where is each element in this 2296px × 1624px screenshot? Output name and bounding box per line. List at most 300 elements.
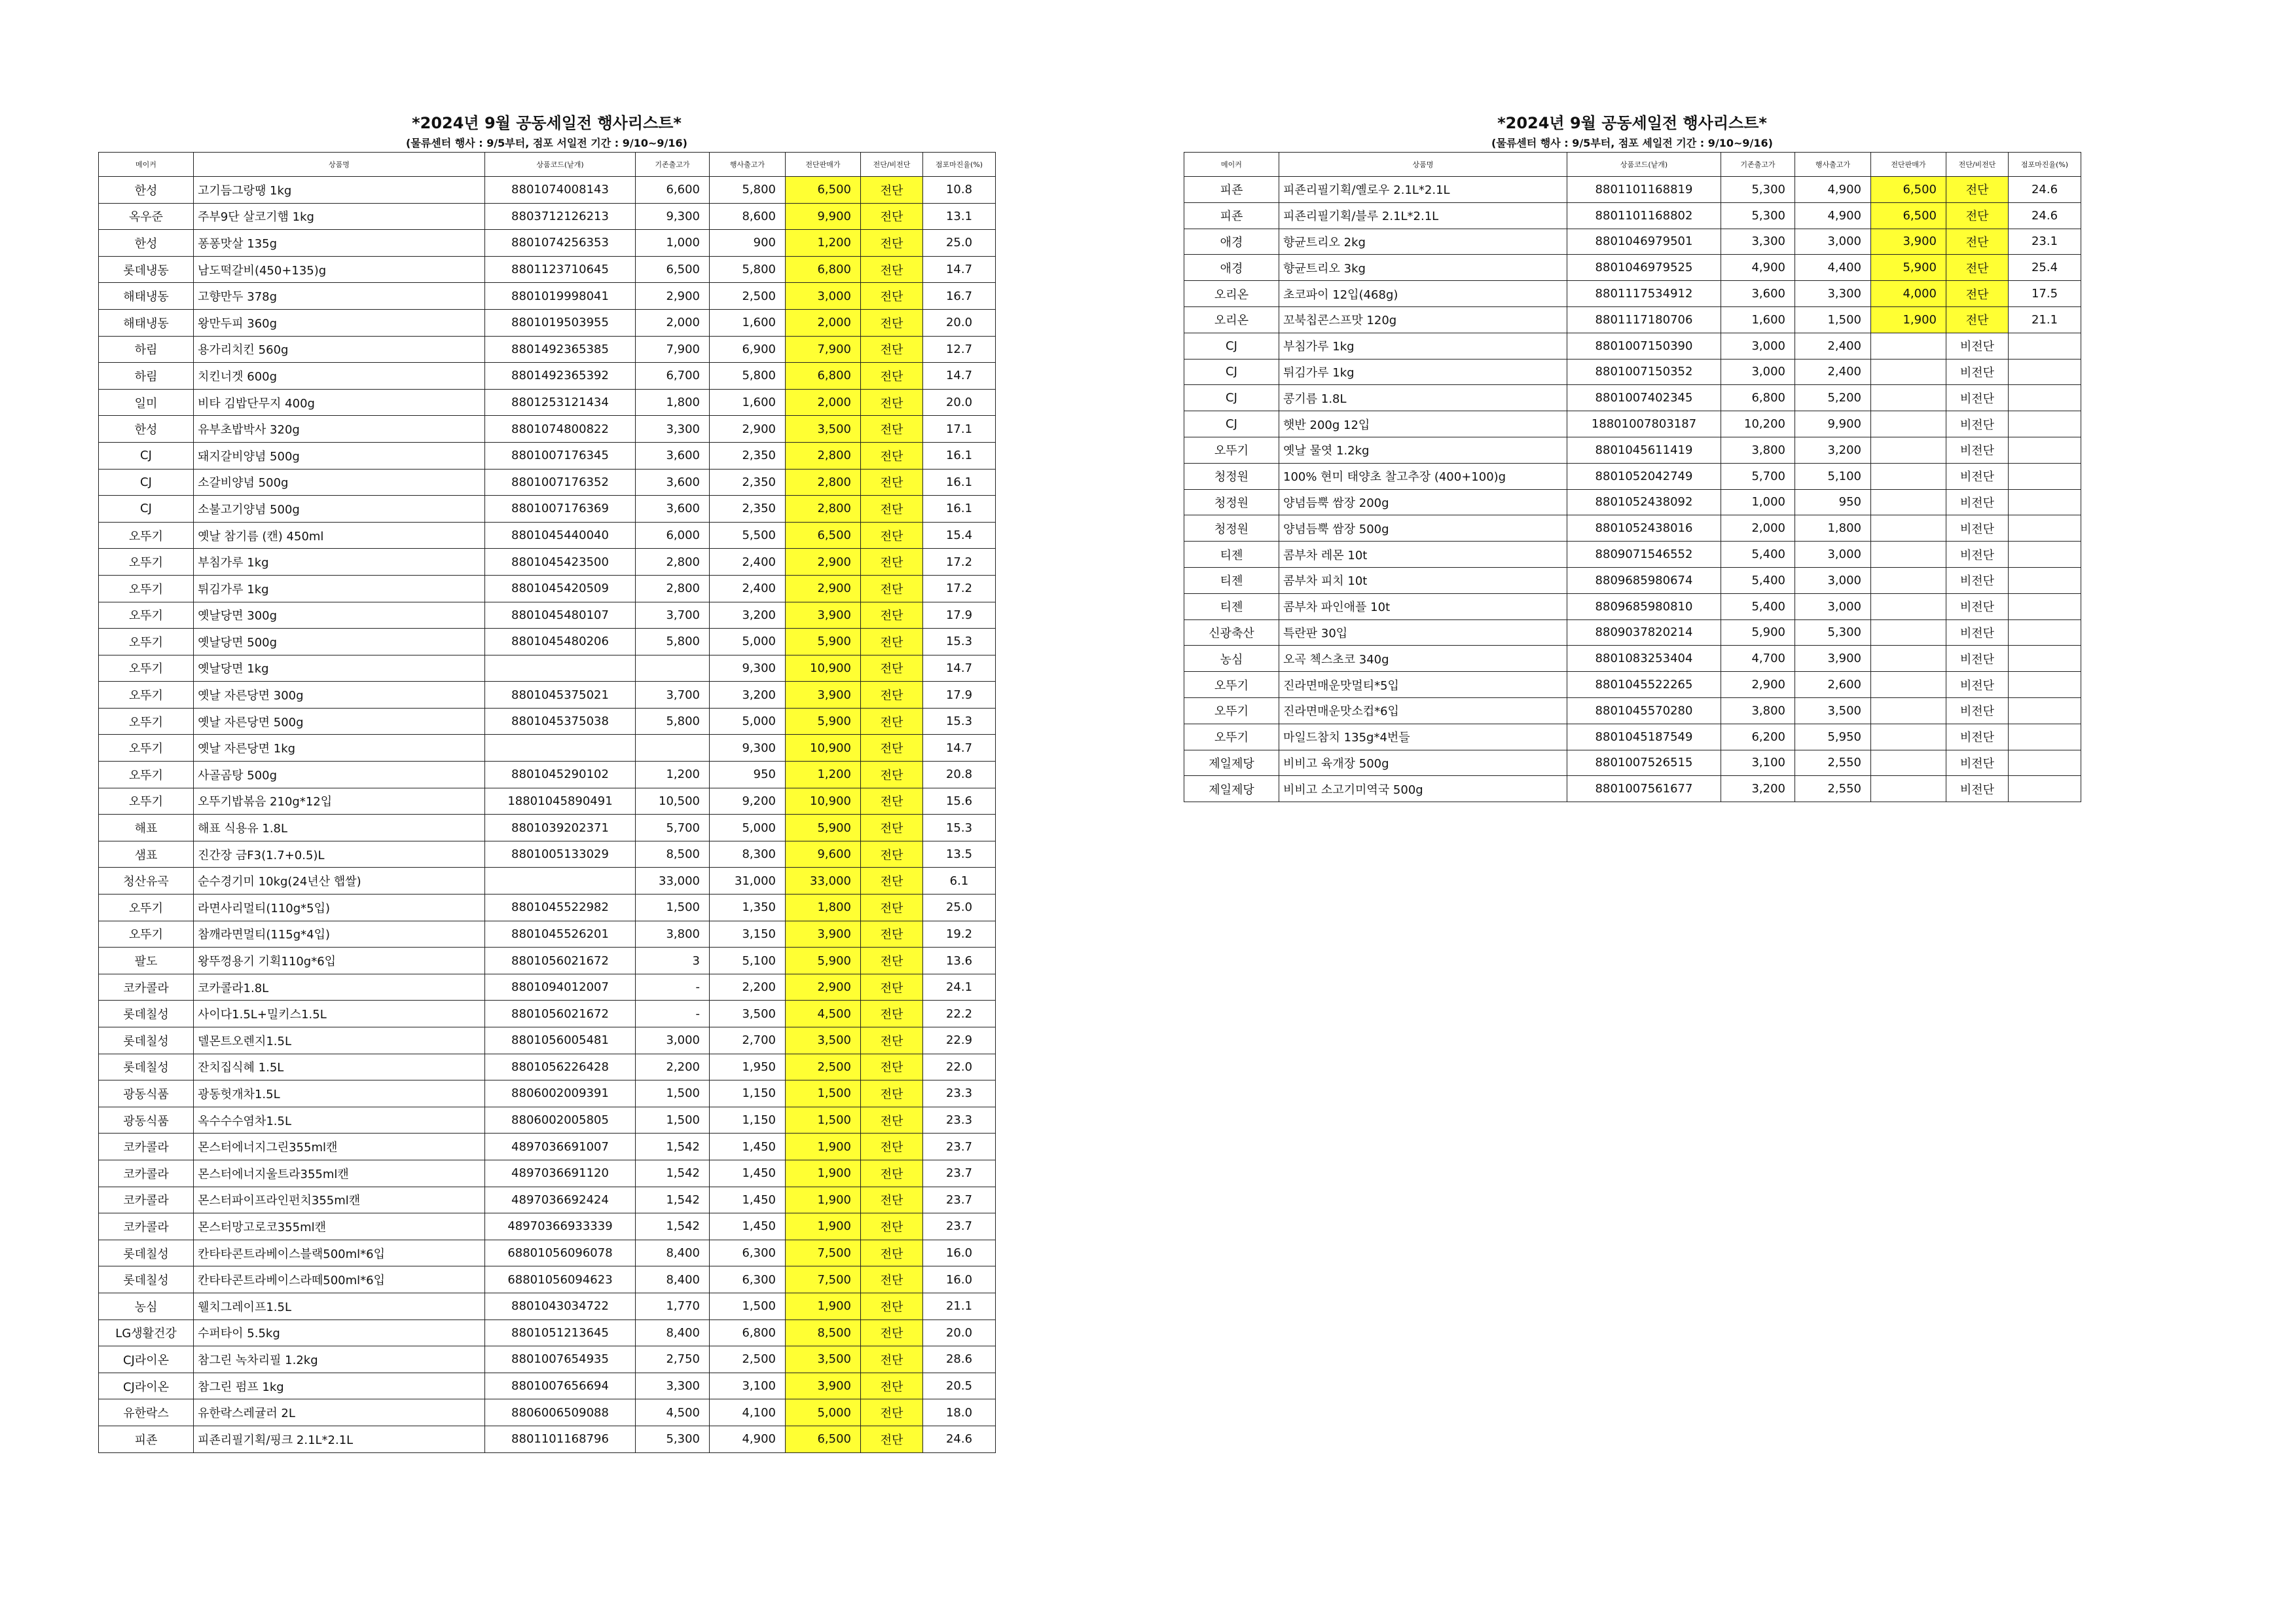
promo-price-cell: 1,500 [710, 1293, 786, 1320]
barcode-cell: 8801253121434 [485, 389, 636, 416]
product-name-cell: 비타 김밥단무지 400g [194, 389, 485, 416]
margin-cell: 14.7 [923, 363, 996, 390]
maker-cell: 청정원 [1184, 463, 1279, 489]
table-row [1184, 411, 2081, 437]
barcode-cell: 8801045375021 [485, 682, 636, 709]
regular-price-cell: 1,542 [636, 1187, 710, 1213]
product-name-cell: 잔치집식혜 1.5L [194, 1054, 485, 1080]
promo-price-cell: 3,150 [710, 921, 786, 948]
barcode-cell: 8801074008143 [485, 177, 636, 204]
barcode-cell: 8801045420509 [485, 575, 636, 602]
promo-price-cell: 5,800 [710, 256, 786, 283]
flyer-type-cell: 전단 [861, 442, 923, 469]
barcode-cell: 8801019503955 [485, 309, 636, 336]
table-row [1184, 281, 2081, 307]
product-name-cell: 마일드참치 135g*4번들 [1279, 724, 1567, 750]
flyer-price-cell [1871, 724, 1946, 750]
promo-price-cell: 4,900 [710, 1426, 786, 1452]
maker-cell: 오리온 [1184, 281, 1279, 307]
column-header: 기존출고가 [636, 153, 710, 177]
promo-price-cell: 5,000 [710, 815, 786, 841]
maker-cell: 피죤 [99, 1426, 194, 1452]
promo-price-cell: 2,550 [1795, 750, 1871, 776]
flyer-type-cell: 전단 [861, 1373, 923, 1399]
regular-price-cell: 3,600 [636, 469, 710, 496]
maker-cell: 오뚜기 [99, 682, 194, 709]
flyer-price-cell: 5,900 [786, 948, 861, 974]
barcode-cell: 8809685980674 [1567, 567, 1721, 593]
flyer-price-cell: 1,500 [786, 1080, 861, 1107]
maker-cell: 하림 [99, 363, 194, 390]
table-row [1184, 542, 2081, 568]
maker-cell: 샘표 [99, 841, 194, 868]
margin-cell: 17.5 [2009, 281, 2081, 307]
maker-cell: 오뚜기 [99, 921, 194, 948]
flyer-price-cell [1871, 463, 1946, 489]
table-row [1184, 385, 2081, 411]
regular-price-cell: 4,900 [1721, 255, 1795, 281]
regular-price-cell: 1,500 [636, 1107, 710, 1134]
flyer-type-cell: 비전단 [1946, 776, 2009, 802]
product-name-cell: 몬스터파이프라인펀치355ml캔 [194, 1187, 485, 1213]
flyer-type-cell: 전단 [861, 1293, 923, 1320]
product-name-cell: 유한락스레귤러 2L [194, 1399, 485, 1426]
flyer-type-cell: 비전단 [1946, 411, 2009, 437]
regular-price-cell: 1,542 [636, 1134, 710, 1160]
flyer-type-cell: 전단 [861, 309, 923, 336]
margin-cell: 10.8 [923, 177, 996, 204]
flyer-type-cell: 전단 [861, 629, 923, 655]
margin-cell: 16.0 [923, 1266, 996, 1293]
flyer-price-cell [1871, 359, 1946, 385]
promo-price-cell: 2,500 [710, 283, 786, 310]
maker-cell: 오뚜기 [99, 788, 194, 815]
barcode-cell: 8809685980810 [1567, 593, 1721, 619]
margin-cell: 22.9 [923, 1027, 996, 1054]
table-row [99, 708, 996, 735]
promo-price-cell: 9,300 [710, 655, 786, 682]
barcode-cell: 4897036691120 [485, 1160, 636, 1187]
flyer-type-cell: 전단 [861, 1426, 923, 1452]
table-row [99, 469, 996, 496]
margin-cell: 14.7 [923, 735, 996, 762]
table-row [99, 203, 996, 230]
margin-cell: 17.9 [923, 602, 996, 629]
flyer-type-cell: 전단 [861, 203, 923, 230]
sheet-title: *2024년 9월 공동세일전 행사리스트* [412, 114, 682, 132]
margin-cell: 24.6 [2009, 177, 2081, 203]
promo-price-cell: 1,450 [710, 1160, 786, 1187]
margin-cell [2009, 619, 2081, 646]
maker-cell: 광동식품 [99, 1080, 194, 1107]
regular-price-cell: 2,750 [636, 1346, 710, 1373]
product-name-cell: 콤부차 파인애플 10t [1279, 593, 1567, 619]
margin-cell: 20.8 [923, 762, 996, 788]
margin-cell: 19.2 [923, 921, 996, 948]
promotion-table [98, 152, 996, 1453]
promotion-table [1184, 152, 2081, 802]
flyer-type-cell: 전단 [861, 1266, 923, 1293]
promo-price-cell: 5,800 [710, 363, 786, 390]
header-row [99, 153, 996, 177]
product-name-cell: 부침가루 1kg [194, 549, 485, 576]
barcode-cell [485, 868, 636, 895]
flyer-price-cell: 7,500 [786, 1266, 861, 1293]
barcode-cell: 8801083253404 [1567, 646, 1721, 672]
flyer-type-cell: 전단 [861, 1001, 923, 1027]
table-row [99, 629, 996, 655]
table-row [1184, 776, 2081, 802]
flyer-type-cell: 전단 [861, 1134, 923, 1160]
margin-cell: 17.9 [923, 682, 996, 709]
maker-cell: 피죤 [1184, 202, 1279, 229]
regular-price-cell: 3,300 [636, 1373, 710, 1399]
left-sheet [98, 111, 995, 1453]
column-header: 행사출고가 [1795, 153, 1871, 177]
maker-cell: 오리온 [1184, 306, 1279, 333]
flyer-price-cell [1871, 411, 1946, 437]
regular-price-cell: 3,600 [636, 442, 710, 469]
barcode-cell: 8801045440040 [485, 522, 636, 549]
table-row [1184, 750, 2081, 776]
product-name-cell: 고기듬그랑땡 1kg [194, 177, 485, 204]
column-header: 점포마진율(%) [2009, 153, 2081, 177]
margin-cell: 23.7 [923, 1213, 996, 1240]
flyer-price-cell: 2,900 [786, 575, 861, 602]
regular-price-cell: 9,300 [636, 203, 710, 230]
barcode-cell: 8801045290102 [485, 762, 636, 788]
flyer-price-cell: 3,900 [786, 682, 861, 709]
barcode-cell: 8801043034722 [485, 1293, 636, 1320]
regular-price-cell: 5,300 [1721, 202, 1795, 229]
flyer-price-cell: 2,500 [786, 1054, 861, 1080]
table-row [1184, 437, 2081, 463]
maker-cell: 청정원 [1184, 515, 1279, 542]
flyer-type-cell: 전단 [861, 469, 923, 496]
regular-price-cell: 3,200 [1721, 776, 1795, 802]
maker-cell: 농심 [1184, 646, 1279, 672]
barcode-cell: 8801101168802 [1567, 202, 1721, 229]
promo-price-cell: 3,200 [710, 602, 786, 629]
barcode-cell: 4897036692424 [485, 1187, 636, 1213]
product-name-cell: 옛날 참기름 (캔) 450ml [194, 522, 485, 549]
flyer-type-cell: 전단 [861, 602, 923, 629]
promo-price-cell: 9,200 [710, 788, 786, 815]
margin-cell: 23.1 [2009, 229, 2081, 255]
regular-price-cell: 6,000 [636, 522, 710, 549]
maker-cell: 오뚜기 [99, 549, 194, 576]
margin-cell: 14.7 [923, 256, 996, 283]
promo-price-cell: 8,300 [710, 841, 786, 868]
regular-price-cell: 3,000 [636, 1027, 710, 1054]
regular-price-cell [636, 655, 710, 682]
flyer-price-cell [1871, 750, 1946, 776]
barcode-cell: 8801007402345 [1567, 385, 1721, 411]
flyer-type-cell: 전단 [861, 1240, 923, 1266]
barcode-cell: 18801045890491 [485, 788, 636, 815]
table-row [1184, 306, 2081, 333]
flyer-price-cell [1871, 515, 1946, 542]
flyer-type-cell: 전단 [861, 256, 923, 283]
flyer-price-cell [1871, 672, 1946, 698]
margin-cell [2009, 359, 2081, 385]
regular-price-cell: 8,400 [636, 1320, 710, 1346]
table-row [99, 1187, 996, 1213]
regular-price-cell: 2,000 [636, 309, 710, 336]
barcode-cell: 8801052042749 [1567, 463, 1721, 489]
table-row [99, 1213, 996, 1240]
flyer-price-cell: 6,500 [786, 522, 861, 549]
flyer-price-cell: 1,900 [1871, 306, 1946, 333]
product-name-cell: 유부초밥박사 320g [194, 416, 485, 443]
right-sheet [1184, 111, 2081, 802]
barcode-cell: 18801007803187 [1567, 411, 1721, 437]
maker-cell: 티젠 [1184, 567, 1279, 593]
barcode-cell: 8801045522265 [1567, 672, 1721, 698]
flyer-type-cell: 비전단 [1946, 593, 2009, 619]
margin-cell: 28.6 [923, 1346, 996, 1373]
margin-cell: 23.3 [923, 1080, 996, 1107]
flyer-price-cell [1871, 333, 1946, 359]
regular-price-cell: 3 [636, 948, 710, 974]
margin-cell: 16.1 [923, 442, 996, 469]
flyer-price-cell: 10,900 [786, 788, 861, 815]
regular-price-cell: 8,400 [636, 1240, 710, 1266]
margin-cell: 6.1 [923, 868, 996, 895]
margin-cell: 13.5 [923, 841, 996, 868]
promo-price-cell: 4,400 [1795, 255, 1871, 281]
maker-cell: 하림 [99, 336, 194, 363]
table-row [99, 283, 996, 310]
maker-cell: 한성 [99, 416, 194, 443]
maker-cell: 코카콜라 [99, 1187, 194, 1213]
product-name-cell: 비비고 육개장 500g [1279, 750, 1567, 776]
regular-price-cell: 3,100 [1721, 750, 1795, 776]
regular-price-cell: 2,200 [636, 1054, 710, 1080]
margin-cell: 22.0 [923, 1054, 996, 1080]
regular-price-cell: 1,542 [636, 1213, 710, 1240]
product-name-cell: 옛날당면 300g [194, 602, 485, 629]
promo-price-cell: 1,600 [710, 309, 786, 336]
maker-cell: 코카콜라 [99, 1160, 194, 1187]
table-row [99, 1240, 996, 1266]
table-row [1184, 229, 2081, 255]
promo-price-cell: 2,500 [710, 1346, 786, 1373]
margin-cell: 24.6 [923, 1426, 996, 1452]
product-name-cell: 피죤리필기획/블루 2.1L*2.1L [1279, 202, 1567, 229]
maker-cell: 오뚜기 [99, 602, 194, 629]
promo-price-cell: 6,900 [710, 336, 786, 363]
flyer-price-cell: 10,900 [786, 655, 861, 682]
product-name-cell: 100% 현미 태양초 찰고추장 (400+100)g [1279, 463, 1567, 489]
promo-price-cell: 3,000 [1795, 593, 1871, 619]
promo-price-cell: 6,800 [710, 1320, 786, 1346]
margin-cell: 15.3 [923, 708, 996, 735]
maker-cell: 롯데칠성 [99, 1054, 194, 1080]
maker-cell: 해태냉동 [99, 283, 194, 310]
maker-cell: 롯데냉동 [99, 256, 194, 283]
maker-cell: 한성 [99, 177, 194, 204]
maker-cell: 롯데칠성 [99, 1027, 194, 1054]
promo-price-cell: 2,350 [710, 496, 786, 523]
flyer-type-cell: 전단 [1946, 177, 2009, 203]
flyer-type-cell: 전단 [1946, 281, 2009, 307]
flyer-price-cell: 2,900 [786, 974, 861, 1001]
margin-cell: 17.2 [923, 575, 996, 602]
product-name-cell: 칸타타콘트라베이스블랙500ml*6입 [194, 1240, 485, 1266]
flyer-type-cell: 전단 [861, 1160, 923, 1187]
margin-cell [2009, 646, 2081, 672]
flyer-type-cell: 전단 [861, 1346, 923, 1373]
barcode-cell: 8801046979525 [1567, 255, 1721, 281]
regular-price-cell: 2,800 [636, 549, 710, 576]
flyer-type-cell: 전단 [861, 735, 923, 762]
table-row [1184, 567, 2081, 593]
regular-price-cell: 33,000 [636, 868, 710, 895]
promo-price-cell: 1,350 [710, 895, 786, 921]
maker-cell: CJ라이온 [99, 1346, 194, 1373]
flyer-type-cell: 비전단 [1946, 489, 2009, 515]
table-row [99, 256, 996, 283]
flyer-price-cell: 33,000 [786, 868, 861, 895]
promo-price-cell: 2,350 [710, 442, 786, 469]
product-name-cell: 향균트리오 3kg [1279, 255, 1567, 281]
margin-cell: 15.3 [923, 815, 996, 841]
promo-price-cell: 4,900 [1795, 202, 1871, 229]
flyer-price-cell [1871, 593, 1946, 619]
product-name-cell: 튀김가루 1kg [194, 575, 485, 602]
promo-price-cell: 1,500 [1795, 306, 1871, 333]
maker-cell: 티젠 [1184, 593, 1279, 619]
flyer-price-cell: 10,900 [786, 735, 861, 762]
table-row [99, 788, 996, 815]
table-row [99, 230, 996, 257]
regular-price-cell: 8,400 [636, 1266, 710, 1293]
table-row [1184, 672, 2081, 698]
product-name-cell: 퐁퐁맛살 135g [194, 230, 485, 257]
regular-price-cell: 5,700 [1721, 463, 1795, 489]
table-row [1184, 646, 2081, 672]
barcode-cell: 8801045375038 [485, 708, 636, 735]
barcode-cell: 8801045611419 [1567, 437, 1721, 463]
regular-price-cell: 6,600 [636, 177, 710, 204]
promo-price-cell: 6,300 [710, 1266, 786, 1293]
margin-cell: 17.1 [923, 416, 996, 443]
margin-cell [2009, 724, 2081, 750]
product-name-cell: 콤부차 피치 10t [1279, 567, 1567, 593]
promo-price-cell: 2,900 [710, 416, 786, 443]
table-row [99, 1001, 996, 1027]
flyer-price-cell: 6,500 [1871, 177, 1946, 203]
flyer-type-cell: 전단 [861, 549, 923, 576]
product-name-cell: 양념듬뿍 쌈장 200g [1279, 489, 1567, 515]
table-row [99, 602, 996, 629]
barcode-cell: 8801007561677 [1567, 776, 1721, 802]
flyer-price-cell: 1,900 [786, 1213, 861, 1240]
product-name-cell: 콤부차 레몬 10t [1279, 542, 1567, 568]
regular-price-cell: 5,400 [1721, 567, 1795, 593]
flyer-type-cell: 비전단 [1946, 724, 2009, 750]
barcode-cell: 8801007176369 [485, 496, 636, 523]
regular-price-cell: 10,500 [636, 788, 710, 815]
maker-cell: 오뚜기 [1184, 724, 1279, 750]
margin-cell: 18.0 [923, 1399, 996, 1426]
flyer-type-cell: 전단 [1946, 255, 2009, 281]
table-row [99, 1266, 996, 1293]
maker-cell: 오뚜기 [1184, 672, 1279, 698]
regular-price-cell: 5,800 [636, 708, 710, 735]
flyer-price-cell: 3,500 [786, 416, 861, 443]
product-name-cell: 광동헛개차1.5L [194, 1080, 485, 1107]
promo-price-cell: 3,200 [1795, 437, 1871, 463]
promo-price-cell: 2,550 [1795, 776, 1871, 802]
margin-cell: 13.1 [923, 203, 996, 230]
table-row [1184, 255, 2081, 281]
maker-cell: 오뚜기 [99, 735, 194, 762]
flyer-type-cell: 전단 [861, 283, 923, 310]
product-name-cell: 델몬트오렌지1.5L [194, 1027, 485, 1054]
barcode-cell: 68801056096078 [485, 1240, 636, 1266]
table-row [99, 1080, 996, 1107]
table-row [99, 655, 996, 682]
promo-price-cell: 5,100 [1795, 463, 1871, 489]
product-name-cell: 옛날당면 1kg [194, 655, 485, 682]
regular-price-cell: 4,500 [636, 1399, 710, 1426]
promo-price-cell: 1,150 [710, 1080, 786, 1107]
barcode-cell: 4897036691007 [485, 1134, 636, 1160]
regular-price-cell: 5,900 [1721, 619, 1795, 646]
flyer-price-cell: 3,500 [786, 1346, 861, 1373]
margin-cell [2009, 437, 2081, 463]
barcode-cell: 8809037820214 [1567, 619, 1721, 646]
product-name-cell: 튀김가루 1kg [1279, 359, 1567, 385]
flyer-type-cell: 전단 [861, 1320, 923, 1346]
barcode-cell: 8801045480107 [485, 602, 636, 629]
margin-cell [2009, 567, 2081, 593]
flyer-price-cell: 6,500 [1871, 202, 1946, 229]
maker-cell: CJ [99, 442, 194, 469]
maker-cell: 코카콜라 [99, 1213, 194, 1240]
flyer-type-cell: 비전단 [1946, 646, 2009, 672]
margin-cell [2009, 385, 2081, 411]
maker-cell: 애경 [1184, 229, 1279, 255]
flyer-type-cell: 전단 [861, 655, 923, 682]
table-row [99, 1160, 996, 1187]
flyer-price-cell: 2,900 [786, 549, 861, 576]
flyer-type-cell: 전단 [861, 974, 923, 1001]
margin-cell: 12.7 [923, 336, 996, 363]
product-name-cell: 옛날 물엿 1.2kg [1279, 437, 1567, 463]
margin-cell: 16.1 [923, 469, 996, 496]
promo-price-cell: 4,100 [710, 1399, 786, 1426]
flyer-price-cell: 1,500 [786, 1107, 861, 1134]
maker-cell: 오뚜기 [99, 629, 194, 655]
barcode-cell: 8801039202371 [485, 815, 636, 841]
flyer-type-cell: 비전단 [1946, 542, 2009, 568]
flyer-price-cell [1871, 542, 1946, 568]
promo-price-cell: 2,200 [710, 974, 786, 1001]
flyer-price-cell: 3,900 [786, 921, 861, 948]
flyer-price-cell [1871, 619, 1946, 646]
barcode-cell: 8801056021672 [485, 1001, 636, 1027]
product-name-cell: 용가리치킨 560g [194, 336, 485, 363]
margin-cell [2009, 672, 2081, 698]
promo-price-cell: 5,000 [710, 629, 786, 655]
maker-cell: CJ [99, 496, 194, 523]
table-row [99, 815, 996, 841]
maker-cell: 옥우준 [99, 203, 194, 230]
barcode-cell: 8801492365392 [485, 363, 636, 390]
